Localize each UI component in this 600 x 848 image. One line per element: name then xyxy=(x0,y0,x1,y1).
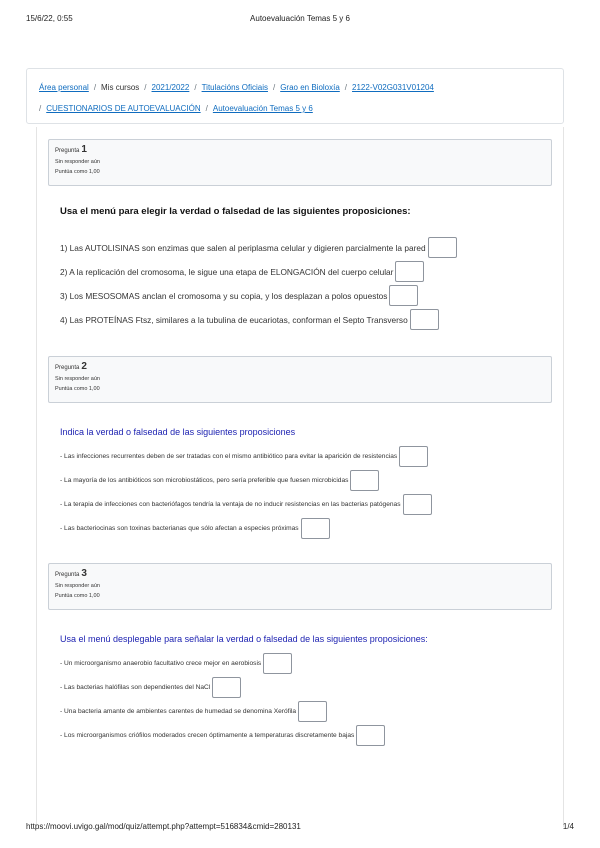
question-number-value: 2 xyxy=(81,361,87,372)
print-page-number: 1/4 xyxy=(562,822,574,831)
question-grade: Puntúa como 1,00 xyxy=(55,169,100,175)
print-date: 15/6/22, 0:55 xyxy=(26,14,73,23)
breadcrumb-separator: / xyxy=(205,104,208,113)
answer-select[interactable] xyxy=(410,309,439,330)
question-title: Usa el menú para elegir la verdad o falsedad de las siguientes proposiciones: xyxy=(60,206,411,217)
answer-select[interactable] xyxy=(212,677,241,698)
question-1-item-3 xyxy=(60,285,418,306)
breadcrumb-separator: / xyxy=(93,83,97,92)
proposition-text: - Las bacterias halófilas son dependientes del NaCl xyxy=(60,684,211,691)
breadcrumb-item-grao[interactable]: Grao en Bioloxía xyxy=(280,83,340,92)
question-2-item-4 xyxy=(60,518,330,539)
breadcrumb-item-cuestionarios[interactable]: CUESTIONARIOS DE AUTOEVALUACIÓN xyxy=(46,104,201,113)
answer-select[interactable] xyxy=(389,285,418,306)
answer-select[interactable] xyxy=(298,701,327,722)
breadcrumb-item-quiz[interactable]: Autoevaluación Temas 5 y 6 xyxy=(212,104,313,113)
question-3-item-1 xyxy=(60,653,292,674)
answer-select[interactable] xyxy=(263,653,292,674)
print-header xyxy=(26,14,574,26)
question-3-item-4 xyxy=(60,725,385,746)
proposition-text: - Las bacteriocinas son toxinas bacterianas que sólo afectan a especies próximas xyxy=(60,525,299,532)
question-grade: Puntúa como 1,00 xyxy=(55,386,100,392)
question-1-item-2 xyxy=(60,261,424,282)
question-1-text xyxy=(60,206,550,217)
breadcrumb-item-year[interactable]: 2021/2022 xyxy=(151,83,190,92)
answer-select[interactable] xyxy=(403,494,432,515)
question-2-item-1 xyxy=(60,446,428,467)
question-3-info xyxy=(48,563,552,610)
breadcrumb-line-1 xyxy=(39,77,551,98)
answer-select[interactable] xyxy=(428,237,457,258)
print-footer xyxy=(26,822,574,834)
question-3-item-2 xyxy=(60,677,241,698)
question-3-text xyxy=(60,634,550,644)
print-title: Autoevaluación Temas 5 y 6 xyxy=(250,14,350,23)
question-2-item-2 xyxy=(60,470,379,491)
question-1-item-1 xyxy=(60,237,457,258)
proposition-text: 3) Los MESOSOMAS anclan el cromosoma y su copia, y los desplazan a polos opuestos xyxy=(60,290,388,301)
question-1-info xyxy=(48,139,552,186)
answer-select[interactable] xyxy=(356,725,385,746)
proposition-text: - Una bacteria amante de ambientes carentes de humedad se denomina Xerófila xyxy=(60,708,297,715)
question-number xyxy=(55,568,545,581)
question-number-value: 1 xyxy=(81,144,87,155)
answer-select[interactable] xyxy=(301,518,330,539)
print-url: https://moovi.uvigo.gal/mod/quiz/attempt.php?attempt=516834&cmid=280131 xyxy=(26,822,301,831)
question-state: Sin responder aún xyxy=(55,159,100,165)
answer-select[interactable] xyxy=(350,470,379,491)
breadcrumb-separator: / xyxy=(344,83,348,92)
question-title: Indica la verdad o falsedad de las siguientes proposiciones xyxy=(60,427,296,437)
answer-select[interactable] xyxy=(395,261,424,282)
question-state: Sin responder aún xyxy=(55,583,100,589)
proposition-text: 4) Las PROTEÍNAS Ftsz, similares a la tubulina de eucariotas, conforman el Septo Transverso xyxy=(60,314,408,325)
answer-select[interactable] xyxy=(399,446,428,467)
breadcrumb-item-titulacions[interactable]: Titulacións Oficiais xyxy=(201,83,268,92)
breadcrumb-separator: / xyxy=(194,83,197,92)
breadcrumb xyxy=(26,68,564,124)
question-state: Sin responder aún xyxy=(55,376,100,382)
question-label: Pregunta xyxy=(55,365,80,371)
proposition-text: - Los microorganismos criófilos moderados crecen óptimamente a temperaturas discretamente bajas xyxy=(60,732,355,739)
question-number xyxy=(55,361,545,374)
breadcrumb-separator: / xyxy=(272,83,276,92)
breadcrumb-line-2 xyxy=(39,98,551,119)
proposition-text: - Un microorganismo anaerobio facultativo crece mejor en aerobiosis xyxy=(60,660,262,667)
question-2-item-3 xyxy=(60,494,432,515)
proposition-text: - La mayoría de los antibióticos son microbiostáticos, pero sería preferible que fuesen microbicidas xyxy=(60,477,349,484)
question-number-value: 3 xyxy=(81,568,87,579)
question-label: Pregunta xyxy=(55,572,80,578)
question-title: Usa el menú desplegable para señalar la verdad o falsedad de las siguientes proposiciones: xyxy=(60,634,428,644)
proposition-text: 1) Las AUTOLISINAS son enzimas que salen al periplasma celular y digieren parcialmente la pared xyxy=(60,242,426,253)
question-2-text xyxy=(60,427,550,437)
question-3-item-3 xyxy=(60,701,327,722)
question-label: Pregunta xyxy=(55,148,80,154)
breadcrumb-item-course-code[interactable]: 2122-V02G031V01204 xyxy=(352,83,434,92)
breadcrumb-separator: / xyxy=(144,83,147,92)
question-number xyxy=(55,144,545,157)
proposition-text: 2) A la replicación del cromosoma, le sigue una etapa de ELONGACIÓN del cuerpo celular xyxy=(60,266,394,277)
breadcrumb-item-area-personal[interactable]: Área personal xyxy=(39,83,89,92)
proposition-text: - La terapia de infecciones con bacteriófagos tendría la ventaja de no inducir resistencias en las bacterias patógenas xyxy=(60,501,401,508)
question-grade: Puntúa como 1,00 xyxy=(55,593,100,599)
breadcrumb-item-mis-cursos: Mis cursos xyxy=(101,83,140,92)
question-1-item-4 xyxy=(60,309,439,330)
proposition-text: - Las infecciones recurrentes deben de ser tratadas con el mismo antibiótico para evitar la aparición de resistencias xyxy=(60,453,398,460)
breadcrumb-separator: / xyxy=(39,104,42,113)
question-2-info xyxy=(48,356,552,403)
